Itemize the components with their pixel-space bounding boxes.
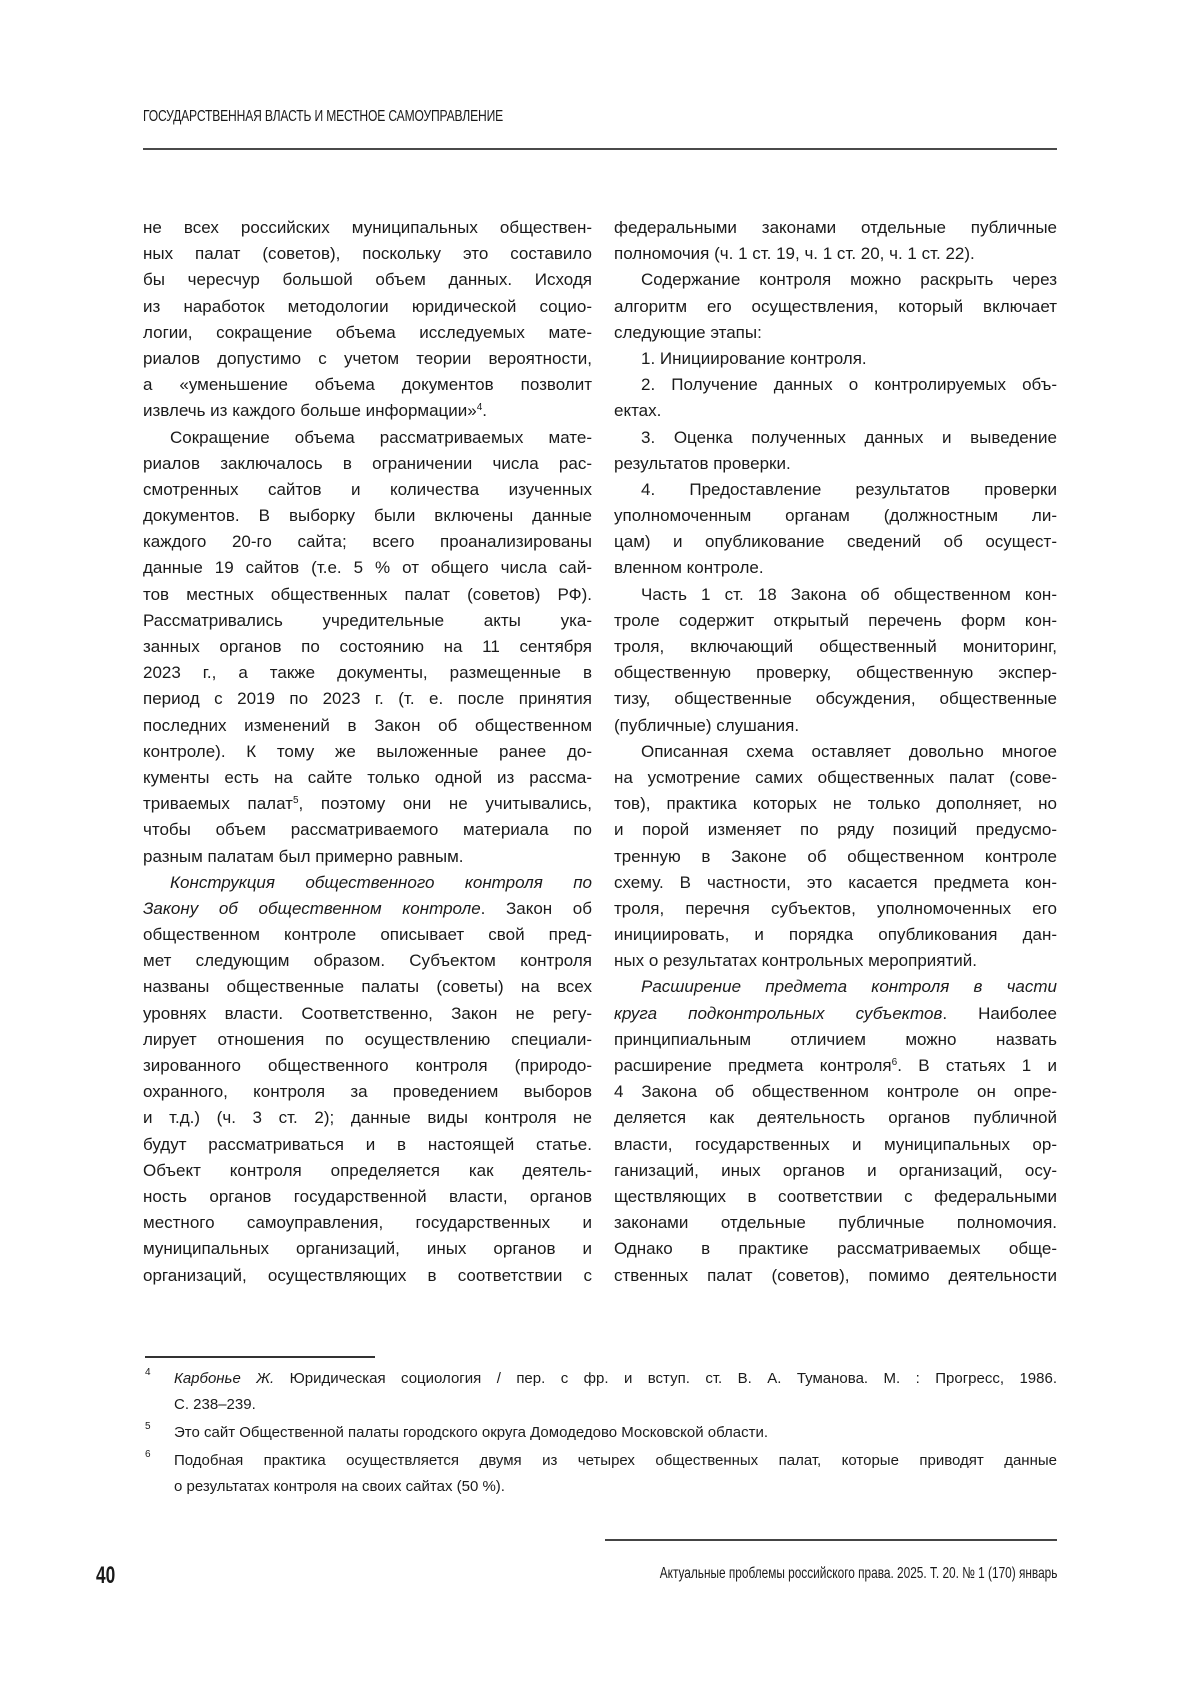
text-line: ектах.	[614, 398, 1057, 424]
paragraph	[143, 425, 592, 870]
text-line: смотренных сайтов и количества изученных	[143, 477, 592, 503]
text-line: данные 19 сайтов (т.е. 5 % от общего числа сай-	[143, 555, 592, 581]
text-line: а «уменьшение объема документов позволит	[143, 372, 592, 398]
footnote-divider	[145, 1356, 375, 1358]
paragraph	[614, 477, 1057, 582]
text-line: результатов проверки.	[614, 451, 1057, 477]
text-line: 4 Закона об общественном контроле он опре-	[614, 1079, 1057, 1105]
paragraph	[143, 870, 592, 1289]
text-segment: расширение предмета контроля	[614, 1056, 892, 1075]
text-line: Подобная практика осуществляется двумя из четырех общественных палат, которые приводят данные	[174, 1448, 1057, 1474]
text-line: 2023 г., а также документы, размещенные в	[143, 660, 592, 686]
paragraph	[614, 739, 1057, 975]
text-line: 3. Оценка полученных данных и выведение	[614, 425, 1057, 451]
text-line: последних изменений в Закон об общественном	[143, 713, 592, 739]
text-line: о результатах контроля на своих сайтах (50 %).	[174, 1474, 1057, 1500]
text-segment: . В статьях 1 и	[897, 1056, 1057, 1075]
text-line: 4. Предоставление результатов проверки	[614, 477, 1057, 503]
paragraph	[614, 425, 1057, 477]
text-line: инициировать, и порядка опубликования дан-	[614, 922, 1057, 948]
text-line: Часть 1 ст. 18 Закона об общественном кон-	[614, 582, 1057, 608]
text-segment: , поэтому они не учитывались,	[299, 794, 592, 813]
italic-heading-segment: круга подконтрольных субъектов	[614, 1004, 942, 1023]
running-head-section-title: ГОСУДАРСТВЕННАЯ ВЛАСТЬ И МЕСТНОЕ САМОУПРАВЛЕНИЕ	[143, 108, 503, 126]
text-line: из наработок методологии юридической социо-	[143, 294, 592, 320]
text-line	[614, 1053, 1057, 1079]
text-line: цам) и опубликование сведений об осущест-	[614, 529, 1057, 555]
footnote-number: 6	[145, 1449, 151, 1460]
text-line: тов местных общественных палат (советов) РФ).	[143, 582, 592, 608]
text-line: схему. В частности, это касается предмета кон-	[614, 870, 1057, 896]
text-line: зированного общественного контроля (природо-	[143, 1053, 592, 1079]
text-line: Это сайт Общественной палаты городского округа Домодедово Московской области.	[174, 1420, 1057, 1446]
text-line: ных о результатах контрольных мероприятий.	[614, 948, 1057, 974]
footnote-4	[145, 1366, 1057, 1418]
italic-heading-segment: Закону об общественном контроле	[143, 899, 481, 918]
text-segment: .	[482, 401, 487, 420]
text-line: и т.д.) (ч. 3 ст. 2); данные виды контроля не	[143, 1105, 592, 1131]
text-line: уровнях власти. Соответственно, Закон не регу-	[143, 1001, 592, 1027]
paragraph	[143, 215, 592, 425]
footnote-number: 5	[145, 1421, 151, 1432]
footnote-reference: 6	[892, 1057, 898, 1068]
italic-heading-segment: Расширение предмета контроля в части	[641, 977, 1057, 996]
text-line: местного самоуправления, государственных и	[143, 1210, 592, 1236]
right-column	[614, 215, 1057, 1289]
text-line: период с 2019 по 2023 г. (т. е. после принятия	[143, 686, 592, 712]
text-line: муниципальных организаций, иных органов и	[143, 1236, 592, 1262]
text-line: Содержание контроля можно раскрыть через	[614, 267, 1057, 293]
text-line: названы общественные палаты (советы) на всех	[143, 974, 592, 1000]
text-line	[143, 870, 592, 896]
text-line	[143, 896, 592, 922]
text-line: общественном контроле описывает свой пред-	[143, 922, 592, 948]
paragraph	[614, 215, 1057, 267]
text-line: троля, перечня субъектов, уполномоченных его	[614, 896, 1057, 922]
footnote-6	[145, 1448, 1057, 1500]
text-line: и порой изменяет по ряду позиций предусмо-	[614, 817, 1057, 843]
text-line: Однако в практике рассматриваемых обще-	[614, 1236, 1057, 1262]
text-line: ществляющих в соответствии с федеральными	[614, 1184, 1057, 1210]
text-segment: . Наиболее	[942, 1004, 1057, 1023]
text-line	[614, 1001, 1057, 1027]
text-line: чтобы объем рассматриваемого материала по	[143, 817, 592, 843]
text-line: Рассматривались учредительные акты ука-	[143, 608, 592, 634]
text-line: ственных палат (советов), помимо деятельности	[614, 1263, 1057, 1289]
text-line: тренную в Законе об общественном контроле	[614, 844, 1057, 870]
text-line: Сокращение объема рассматриваемых мате-	[143, 425, 592, 451]
text-line: 1. Инициирование контроля.	[614, 346, 1057, 372]
text-line: на усмотрение самих общественных палат (сове-	[614, 765, 1057, 791]
paragraph	[614, 974, 1057, 1288]
footnote-5	[145, 1420, 1057, 1446]
text-line	[614, 974, 1057, 1000]
text-line: власти, государственных и муниципальных ор-	[614, 1132, 1057, 1158]
text-line: троле содержит открытый перечень форм кон-	[614, 608, 1057, 634]
paragraph	[614, 372, 1057, 424]
text-line: тов), практика которых не только дополняет, но	[614, 791, 1057, 817]
paragraph	[614, 346, 1057, 372]
text-line: контроле). К тому же выложенные ранее до-	[143, 739, 592, 765]
text-line: принципиальным отличием можно назвать	[614, 1027, 1057, 1053]
text-line: тизу, общественные обсуждения, общественные	[614, 686, 1057, 712]
text-line: (публичные) слушания.	[614, 713, 1057, 739]
text-line: риалов допустимо с учетом теории вероятности,	[143, 346, 592, 372]
footer-divider	[605, 1539, 1057, 1541]
text-line: следующие этапы:	[614, 320, 1057, 346]
text-line: ность органов государственной власти, органов	[143, 1184, 592, 1210]
footnote-reference: 4	[477, 402, 483, 413]
text-line: ных палат (советов), поскольку это составило	[143, 241, 592, 267]
page-number: 40	[96, 1562, 115, 1590]
text-line: деляется как деятельность органов публичной	[614, 1105, 1057, 1131]
text-line: полномочия (ч. 1 ст. 19, ч. 1 ст. 20, ч. 1 ст. 22).	[614, 241, 1057, 267]
text-line: логии, сокращение объема исследуемых мате-	[143, 320, 592, 346]
text-line: будут рассматриваться и в настоящей статье.	[143, 1132, 592, 1158]
text-line: общественную проверку, общественную экспер-	[614, 660, 1057, 686]
text-segment: извлечь из каждого больше информации»	[143, 401, 477, 420]
text-line: лирует отношения по осуществлению специали-	[143, 1027, 592, 1053]
text-line: бы чересчур большой объем данных. Исходя	[143, 267, 592, 293]
text-segment: триваемых палат	[143, 794, 293, 813]
italic-heading-segment: Конструкция общественного контроля по	[170, 873, 592, 892]
text-line: законами отдельные публичные полномочия.	[614, 1210, 1057, 1236]
text-line: федеральными законами отдельные публичные	[614, 215, 1057, 241]
footnotes	[145, 1366, 1057, 1502]
text-line: разным палатам был примерно равным.	[143, 844, 592, 870]
text-line: каждого 20-го сайта; всего проанализированы	[143, 529, 592, 555]
text-line: организаций, осуществляющих в соответствии с	[143, 1263, 592, 1289]
text-line: алгоритм его осуществления, который включает	[614, 294, 1057, 320]
text-line: охранного, контроля за проведением выборов	[143, 1079, 592, 1105]
text-line: мет следующим образом. Субъектом контроля	[143, 948, 592, 974]
paragraph	[614, 267, 1057, 346]
text-line: не всех российских муниципальных обществен-	[143, 215, 592, 241]
text-line	[143, 791, 592, 817]
text-line: Описанная схема оставляет довольно многое	[614, 739, 1057, 765]
text-line: занных органов по состоянию на 11 сентября	[143, 634, 592, 660]
text-line: вленном контроле.	[614, 555, 1057, 581]
text-line: троля, включающий общественный мониторинг,	[614, 634, 1057, 660]
footnote-number: 4	[145, 1367, 151, 1378]
text-line: Объект контроля определяется как деятель-	[143, 1158, 592, 1184]
left-column	[143, 215, 592, 1289]
text-line: уполномоченным органам (должностным ли-	[614, 503, 1057, 529]
text-line: кументы есть на сайте только одной из рассма-	[143, 765, 592, 791]
paragraph	[614, 582, 1057, 739]
text-line	[143, 398, 592, 424]
text-segment: Юридическая социология / пер. с фр. и вступ. ст. В. А. Туманова. М. : Прогресс, 1986.	[274, 1370, 1057, 1387]
text-line: документов. В выборку были включены данные	[143, 503, 592, 529]
footnote-reference: 5	[293, 795, 299, 806]
text-line: С. 238–239.	[174, 1392, 1057, 1418]
journal-citation: Актуальные проблемы российского права. 2025. Т. 20. № 1 (170) январь	[659, 1565, 1057, 1583]
text-line: ганизаций, иных органов и организаций, осу-	[614, 1158, 1057, 1184]
text-segment: . Закон об	[481, 899, 592, 918]
text-line: 2. Получение данных о контролируемых объ-	[614, 372, 1057, 398]
text-line: риалов заключалось в ограничении числа рас-	[143, 451, 592, 477]
text-line	[174, 1366, 1057, 1392]
header-divider	[143, 148, 1057, 150]
italic-heading-segment: Карбонье Ж.	[174, 1370, 274, 1387]
